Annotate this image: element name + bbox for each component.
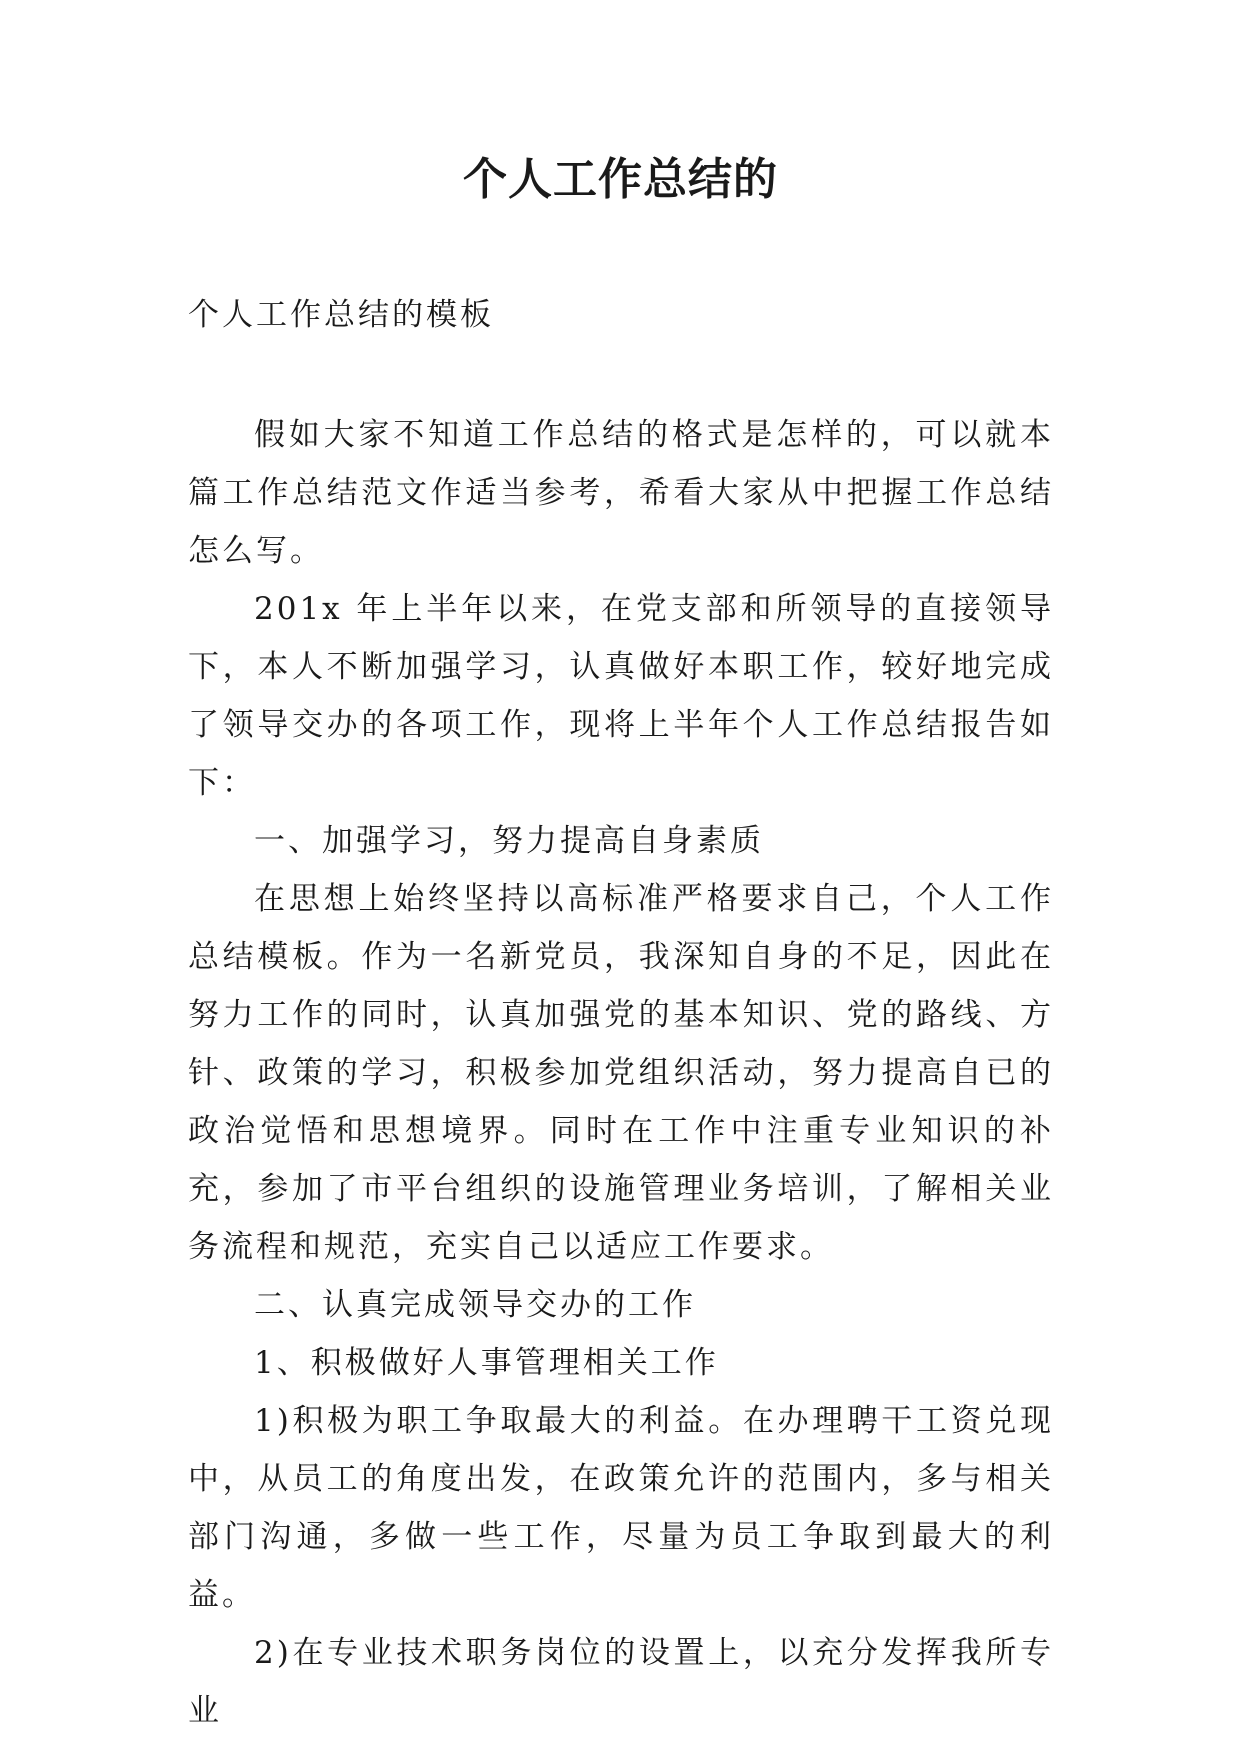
paragraph: 假如大家不知道工作总结的格式是怎样的，可以就本篇工作总结范文作适当参考，希看大家从中把握工作总结怎么写。 bbox=[188, 417, 1054, 569]
document-body bbox=[188, 406, 1054, 1740]
section-heading: 一、加强学习，努力提高自身素质 bbox=[254, 823, 764, 859]
document-subtitle: 个人工作总结的模板 bbox=[188, 297, 494, 333]
subsection-heading: 1、积极做好人事管理相关工作 bbox=[254, 1345, 719, 1381]
paragraph: 1)积极为职工争取最大的利益。在办理聘干工资兑现中，从员工的角度出发，在政策允许的范围内，多与相关部门沟通，多做一些工作，尽量为员工争取到最大的利益。 bbox=[188, 1403, 1054, 1613]
paragraph: 在思想上始终坚持以高标准严格要求自己，个人工作总结模板。作为一名新党员，我深知自身的不足，因此在努力工作的同时，认真加强党的基本知识、党的路线、方针、政策的学习，积极参加党组织活动，努力提高自已的政治觉悟和思想境界。同时在工作中注重专业知识的补充，参加了市平台组织的设施管理业务培训，了解相关业务流程和规范，充实自己以适应工作要求。 bbox=[188, 881, 1054, 1265]
document-title: 个人工作总结的 bbox=[463, 154, 778, 205]
paragraph: 201x 年上半年以来，在党支部和所领导的直接领导下，本人不断加强学习，认真做好本职工作，较好地完成了领导交办的各项工作，现将上半年个人工作总结报告如下： bbox=[188, 591, 1054, 801]
section-heading: 二、认真完成领导交办的工作 bbox=[254, 1287, 696, 1323]
paragraph: 2)在专业技术职务岗位的设置上，以充分发挥我所专业 bbox=[188, 1635, 1054, 1729]
